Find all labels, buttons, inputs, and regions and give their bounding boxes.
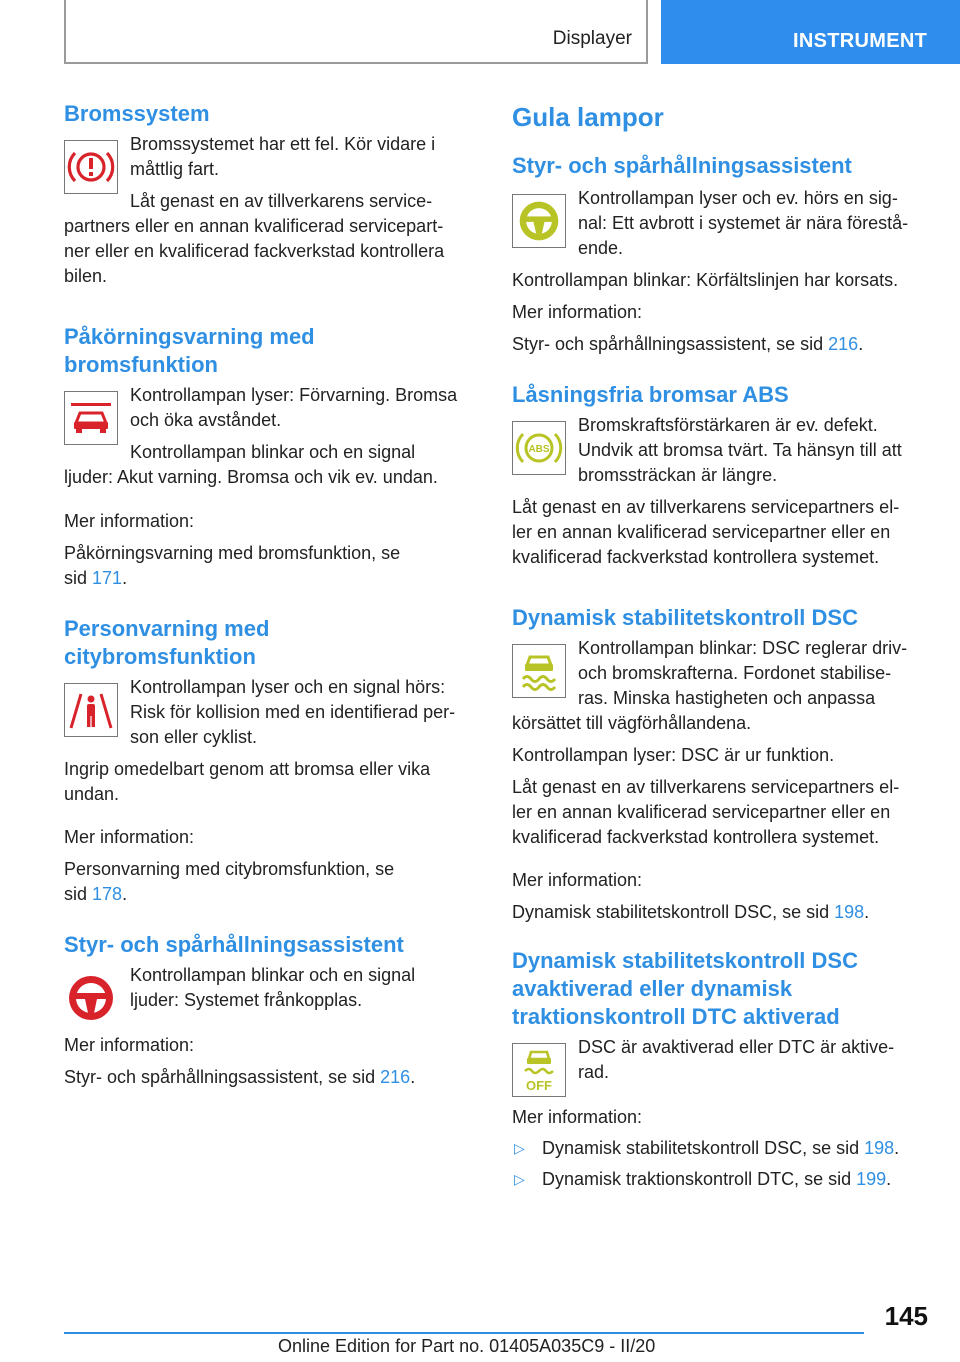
page-link-216[interactable]: 216 (380, 1067, 411, 1087)
ref-text: Dynamisk stabilitetskontroll DSC, se sid (542, 1138, 865, 1158)
page-reference: sid 171. (64, 568, 128, 588)
list-item (512, 1136, 928, 1161)
bullet-text: Dynamisk stabilitetskontroll DSC, se sid 198. (542, 1138, 900, 1158)
text-line: ler en annan kvalificerad servicepartner eller en (512, 522, 891, 542)
title-line: citybromsfunktion (64, 644, 256, 669)
text-line: DSC är avaktiverad eller DTC är aktive- (578, 1037, 895, 1057)
dsc-block (512, 636, 928, 711)
text-line: Bromssystemet har ett fel. Kör vidare i (130, 134, 436, 154)
text-line: och bromskrafterna. Fordonet stabilise- (578, 663, 892, 683)
page-number: 145 (884, 1301, 928, 1331)
list-item (512, 1167, 928, 1192)
text-line: rad. (578, 1062, 610, 1082)
ref-text: Dynamisk stabilitetskontroll DSC, se sid (512, 902, 835, 922)
text-line: Kontrollampan lyser och en signal hörs: (130, 677, 446, 697)
text-line: bromssträckan är längre. (578, 465, 778, 485)
text-line: Låt genast en av tillverkarens service- (130, 191, 433, 211)
section-title-bromssystem: Bromssystem (64, 101, 210, 126)
text-line: Låt genast en av tillverkarens servicepartners el- (512, 497, 900, 517)
steering-wheel-red-icon (64, 971, 118, 1025)
page-reference: Styr- och spårhållningsassistent, se sid 216. (512, 334, 864, 354)
footer-edition: Online Edition for Part no. 01405A035C9 - II/20 (278, 1336, 656, 1356)
page-link-198-bullet[interactable]: 198 (864, 1138, 895, 1158)
text-line: Kontrollampan blinkar: DSC reglerar driv- (578, 638, 908, 658)
page-reference: sid 178. (64, 884, 128, 904)
header-section-label: Displayer (552, 28, 632, 49)
more-info-label: Mer information: (512, 302, 643, 322)
text-line: partners eller en annan kvalificerad servicepart- (64, 216, 444, 236)
ref-text: Styr- och spårhållningsassistent, se sid (64, 1067, 381, 1087)
styr-yellow-block (512, 186, 928, 261)
dsc-off-icon (512, 1043, 566, 1097)
header-chapter-tab[interactable]: INSTRUMENT (661, 0, 960, 64)
text-line: Kontrollampan lyser: Förvarning. Bromsa (130, 385, 458, 405)
more-info-label: Mer information: (512, 1107, 643, 1127)
styr-red-block (64, 963, 480, 1013)
page-reference: Styr- och spårhållningsassistent, se sid 216. (64, 1067, 416, 1087)
footer-divider (64, 1332, 864, 1334)
text-line: ras. Minska hastigheten och anpassa (578, 688, 876, 708)
brake-warning-icon (64, 140, 118, 194)
text-line: Låt genast en av tillverkarens servicepartners el- (512, 777, 900, 797)
dsc-off-block (512, 1035, 928, 1093)
steering-wheel-yellow-icon (512, 194, 566, 248)
page-reference: Dynamisk stabilitetskontroll DSC, se sid 198. (512, 902, 870, 922)
section-title-dsc: Dynamisk stabilitetskontroll DSC (512, 605, 858, 630)
bromssystem-block (64, 132, 480, 214)
text-line: Risk för kollision med en identifierad per- (130, 702, 456, 722)
text-line: undan. (64, 784, 120, 804)
dsc-off-icon-label: OFF (526, 1078, 552, 1093)
ref-text: sid (64, 568, 93, 588)
title-line: Personvarning med (64, 616, 270, 641)
ref-text: sid (64, 884, 93, 904)
abs-icon-label: ABS (528, 444, 550, 455)
section-title-pakorningsvarning (64, 323, 480, 379)
text-line: Undvik att bromsa tvärt. Ta hänsyn till att (578, 440, 902, 460)
page-link-198[interactable]: 198 (834, 902, 865, 922)
title-line: Dynamisk stabilitetskontroll DSC (512, 948, 858, 973)
right-column (512, 100, 928, 1192)
ref-text: Dynamisk traktionskontroll DTC, se sid (542, 1169, 857, 1189)
text-line: Ingrip omedelbart genom att bromsa eller vika (64, 759, 431, 779)
dsc-skid-icon (512, 644, 566, 698)
text-line: Bromskraftsförstärkaren är ev. defekt. (578, 415, 878, 435)
section-title-styr-yellow: Styr- och spårhållningsassistent (512, 153, 852, 178)
title-line: avaktiverad eller dynamisk (512, 976, 793, 1001)
text-line: kvalificerad fackverkstad kontrollera systemet. (512, 827, 880, 847)
more-info-label: Mer information: (64, 1035, 195, 1055)
left-column (64, 100, 480, 1090)
text-line: Kontrollampan lyser och ev. hörs en sig- (578, 188, 898, 208)
section-title-styr-red: Styr- och spårhållningsassistent (64, 932, 404, 957)
text-line: ler en annan kvalificerad servicepartner eller en (512, 802, 891, 822)
section-heading-gula-lampor: Gula lampor (512, 102, 664, 132)
abs-block (512, 413, 928, 488)
text-line: ljuder: Systemet frånkopplas. (130, 990, 363, 1010)
page-link-171[interactable]: 171 (92, 568, 123, 588)
title-line: traktionskontroll DTC aktiverad (512, 1004, 840, 1029)
section-title-personvarning (64, 615, 480, 671)
more-info-label: Mer information: (512, 870, 643, 890)
text-line: son eller cyklist. (130, 727, 258, 747)
title-line: bromsfunktion (64, 352, 218, 377)
triangle-bullet-icon: ▷ (514, 1171, 525, 1187)
pakorningsvarning-block (64, 383, 480, 465)
more-info-label: Mer information: (64, 827, 195, 847)
text-line: bilen. (64, 266, 108, 286)
ref-text: Styr- och spårhållningsassistent, se sid (512, 334, 829, 354)
more-info-label: Mer information: (64, 511, 195, 531)
text-line: och öka avståndet. (130, 410, 282, 430)
section-title-dsc-off (512, 947, 928, 1031)
text-line: nal: Ett avbrott i systemet är nära förestå- (578, 213, 909, 233)
abs-warning-icon (512, 421, 566, 475)
header-section-box (64, 0, 648, 64)
pedestrian-warning-icon (64, 683, 118, 737)
car-collision-warning-icon (64, 391, 118, 445)
page-link-199[interactable]: 199 (856, 1169, 887, 1189)
text-line: Påkörningsvarning med bromsfunktion, se (64, 543, 401, 563)
triangle-bullet-icon: ▷ (514, 1140, 525, 1156)
text-line: måttlig fart. (130, 159, 220, 179)
page-link-216-right[interactable]: 216 (828, 334, 859, 354)
personvarning-block (64, 675, 480, 750)
text-line: Kontrollampan lyser: DSC är ur funktion. (512, 745, 835, 765)
text-line: Personvarning med citybromsfunktion, se (64, 859, 395, 879)
text-line: ner eller en kvalificerad fackverkstad kontrollera (64, 241, 445, 261)
page-link-178[interactable]: 178 (92, 884, 123, 904)
text-line: Kontrollampan blinkar och en signal (130, 965, 416, 985)
text-line: Kontrollampan blinkar och en signal (130, 442, 416, 462)
text-line: körsättet till vägförhållandena. (512, 713, 752, 733)
text-line: ende. (578, 238, 624, 258)
text-line: Kontrollampan blinkar: Körfältslinjen har korsats. (512, 270, 899, 290)
bullet-text: Dynamisk traktionskontroll DTC, se sid 199. (542, 1169, 892, 1189)
text-line: ljuder: Akut varning. Bromsa och vik ev. undan. (64, 467, 438, 487)
title-line: Påkörningsvarning med (64, 324, 315, 349)
section-title-abs: Låsningsfria bromsar ABS (512, 382, 789, 407)
text-line: kvalificerad fackverkstad kontrollera systemet. (512, 547, 880, 567)
